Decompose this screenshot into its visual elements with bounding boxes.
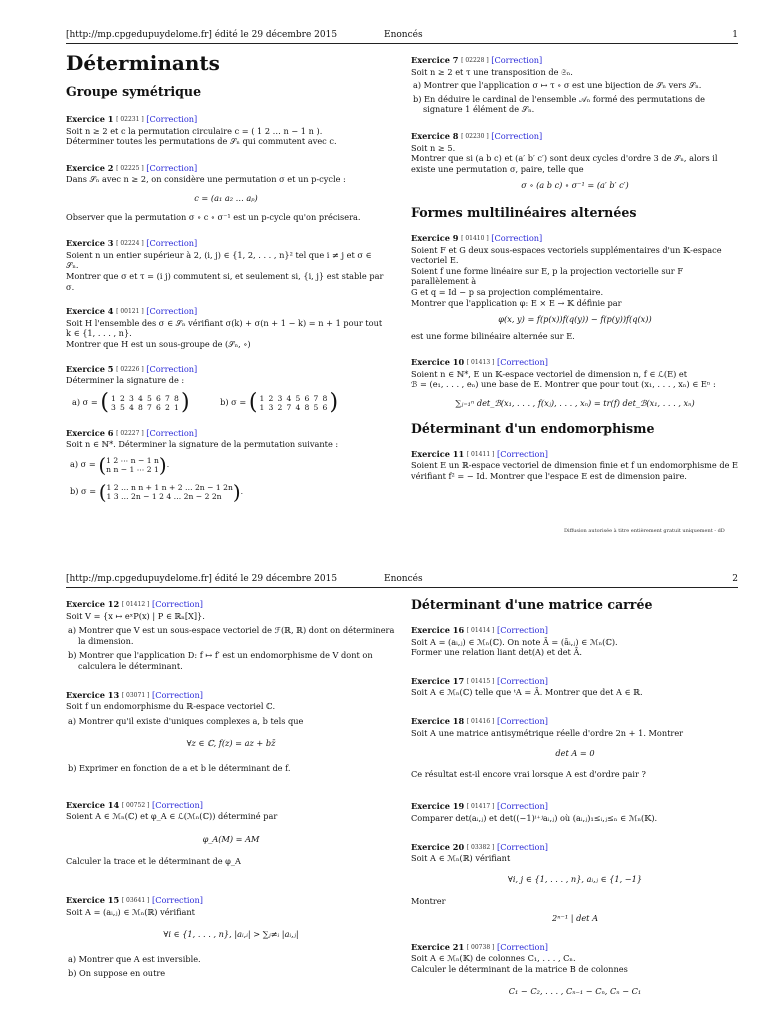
correction-link[interactable]: [Correction] bbox=[152, 689, 203, 700]
exercise-text: Soit V = {x ↦ eˣP(x) | P ∈ ℝₙ[X]}. bbox=[66, 610, 205, 621]
exercise-heading: Exercice 10 bbox=[411, 357, 465, 368]
exercise-text: Déterminer toutes les permutations de 𝒮ₙ qui commutent avec c. bbox=[66, 136, 337, 147]
left-paren-icon: ( bbox=[98, 452, 107, 477]
matrix-entry: 3 bbox=[129, 393, 134, 403]
right-paren-icon: ) bbox=[158, 452, 167, 477]
correction-link[interactable]: [Correction] bbox=[146, 306, 198, 317]
correction-link[interactable]: [Correction] bbox=[491, 55, 543, 65]
exercise-text: Soit n ∈ ℕ*. Déterminer la signature de la permutation suivante : bbox=[66, 439, 339, 450]
correction-link[interactable]: [Correction] bbox=[152, 799, 203, 810]
matrix-row: 1 2 … n n + 1 n + 2 … 2n − 1 2n bbox=[106, 482, 233, 492]
exercise-code: [ 01410 ] bbox=[461, 234, 489, 242]
exercise-text: est une forme bilinéaire alternée sur E. bbox=[411, 330, 575, 341]
exercise-6 bbox=[66, 428, 386, 505]
equation: ∀i, j ∈ {1, . . . , n}, aᵢ,ⱼ ∈ {1, −1} bbox=[507, 873, 643, 884]
exercise-code: [ 00738 ] bbox=[466, 943, 495, 951]
equation: det A = 0 bbox=[555, 748, 595, 759]
page-footer: Diffusion autorisée à titre entièrement gratuit uniquement - dD bbox=[564, 528, 725, 534]
left-paren-icon: ( bbox=[248, 389, 258, 415]
header-source: [http://mp.cpgedupuydelome.fr] édité le 29 décembre 2015 bbox=[66, 574, 338, 584]
exercise-5 bbox=[66, 364, 386, 416]
exercise-text: Montrer que l'application φ: E × E → 𝕂 définie par bbox=[411, 297, 622, 308]
exercise-heading: Exercice 5 bbox=[66, 363, 114, 374]
exercise-heading: Exercice 17 bbox=[411, 675, 465, 686]
exercise-heading: Exercice 16 bbox=[411, 625, 465, 635]
exercise-item-a: a) Montrer qu'il existe d'uniques complexes a, b tels que bbox=[68, 715, 304, 726]
exercise-text: Soit f un endomorphisme du ℝ-espace vectoriel ℂ. bbox=[66, 701, 276, 712]
exercise-heading: Exercice 15 bbox=[66, 894, 120, 905]
exercise-code: [ 02225 ] bbox=[116, 164, 144, 172]
correction-link[interactable]: [Correction] bbox=[146, 162, 198, 173]
exercise-heading: Exercice 11 bbox=[411, 448, 465, 459]
matrix-row bbox=[257, 403, 329, 412]
exercise-heading: Exercice 20 bbox=[411, 841, 465, 852]
item-label: b) σ = bbox=[220, 396, 247, 407]
exercise-code: [ 02226 ] bbox=[116, 365, 144, 373]
exercise-text: vérifiant f² = − Id. Montrer que l'espace E est de dimension paire. bbox=[411, 470, 687, 481]
page-number: 1 bbox=[732, 30, 738, 40]
exercise-3 bbox=[66, 238, 386, 292]
header-section: Enoncés bbox=[384, 30, 423, 40]
matrix-entry: 6 bbox=[304, 393, 310, 403]
exercise-9 bbox=[411, 233, 739, 341]
exercise-text: Soit n ≥ 2 et τ une transposition de 𝔖ₙ. bbox=[411, 66, 573, 77]
exercise-heading: Exercice 2 bbox=[66, 162, 114, 173]
page1-left-column bbox=[66, 52, 386, 505]
exercise-text: vectoriel E. bbox=[411, 255, 459, 266]
page2-right-column bbox=[411, 597, 739, 997]
page2-left-column bbox=[66, 599, 396, 980]
exercise-text: Soient n ∈ ℕ*, E un 𝕂-espace vectoriel de dimension n, f ∈ ℒ(E) et bbox=[411, 368, 688, 379]
matrix-entry: 2 bbox=[277, 402, 283, 412]
matrix-entry: 6 bbox=[156, 393, 161, 403]
matrix-row: n n − 1 ⋯ 2 1 bbox=[106, 464, 159, 474]
exercise-code: [ 01414 ] bbox=[466, 627, 495, 634]
matrix-entry: 8 bbox=[304, 402, 310, 412]
exercise-text: Montrer que si (a b c) et (a′ b′ c′) sont deux cycles d'ordre 3 de 𝒮ₙ, alors il bbox=[411, 153, 718, 164]
exercise-code: [ 00121 ] bbox=[116, 308, 144, 316]
exercise-13 bbox=[66, 690, 396, 774]
correction-link[interactable]: [Correction] bbox=[497, 941, 548, 952]
equation: φ_A(M) = AM bbox=[202, 833, 260, 844]
exercise-text: Former une relation liant det(A) et det Ā. bbox=[411, 647, 582, 658]
exercise-code: [ 00752 ] bbox=[121, 801, 150, 809]
exercise-heading: Exercice 21 bbox=[411, 941, 465, 952]
section-groupe-symetrique: Groupe symétrique bbox=[66, 84, 202, 99]
exercise-text: Soit A ∈ ℳₙ(ℝ) vérifiant bbox=[411, 853, 511, 864]
exercise-code: [ 02228 ] bbox=[461, 57, 489, 64]
right-paren-icon: ) bbox=[180, 389, 190, 415]
permutation-b: ( 1 2 … n n + 1 n + 2 … 2n − 1 2n 1 3 … 2n − 1 2 4 … 2n − 2 2n ). bbox=[98, 479, 244, 504]
exercise-heading: Exercice 13 bbox=[66, 689, 120, 700]
matrix-entry: 8 bbox=[174, 393, 179, 403]
exercise-text: Soient f une forme linéaire sur E, p la projection vectorielle sur F parallèlement à bbox=[411, 265, 683, 287]
exercise-20 bbox=[411, 842, 739, 924]
exercise-item-b: b) On suppose en outre bbox=[68, 968, 166, 979]
matrix-entry: 7 bbox=[165, 393, 170, 403]
exercise-text: Soient A ∈ ℳₙ(ℂ) et φ_A ∈ ℒ(ℳₙ(ℂ)) déterminé par bbox=[66, 811, 278, 822]
correction-link[interactable]: [Correction] bbox=[497, 715, 548, 726]
exercise-heading: Exercice 1 bbox=[66, 114, 114, 124]
matrix-entry: 7 bbox=[313, 393, 319, 403]
exercise-text: Déterminer la signature de : bbox=[66, 375, 185, 386]
matrix-entry: 6 bbox=[322, 402, 328, 412]
page1-right-column bbox=[411, 55, 739, 481]
item-label: a) σ = bbox=[72, 396, 98, 407]
header-section: Enoncés bbox=[384, 574, 423, 584]
exercise-text: existe une permutation σ, paire, telle que bbox=[411, 163, 584, 174]
exercise-code: [ 02227 ] bbox=[116, 429, 144, 437]
exercise-16 bbox=[411, 625, 739, 658]
permutation-matrix-a bbox=[100, 389, 190, 415]
correction-link[interactable]: [Correction] bbox=[491, 232, 543, 243]
correction-link[interactable]: [Correction] bbox=[497, 841, 548, 852]
matrix-entry: 4 bbox=[138, 393, 143, 403]
exercise-15 bbox=[66, 895, 396, 979]
exercise-item-b: b) Exprimer en fonction de a et b le déterminant de f. bbox=[68, 762, 291, 773]
header-source: [http://mp.cpgedupuydelome.fr] édité le 29 décembre 2015 bbox=[66, 30, 338, 40]
matrix-entry: 5 bbox=[120, 402, 125, 412]
matrix-entry: 6 bbox=[156, 402, 161, 412]
exercise-text: Soient F et G deux sous-espaces vectoriels supplémentaires d'un 𝕂-espace bbox=[411, 244, 722, 255]
matrix-entry: 4 bbox=[295, 402, 301, 412]
correction-link[interactable]: [Correction] bbox=[146, 363, 198, 374]
document-title: Déterminants bbox=[66, 51, 220, 75]
exercise-code: [ 02231 ] bbox=[116, 116, 144, 123]
matrix-entry: 4 bbox=[286, 393, 292, 403]
matrix-row bbox=[257, 394, 329, 403]
correction-link[interactable]: [Correction] bbox=[497, 357, 548, 368]
exercise-14 bbox=[66, 800, 396, 867]
correction-link[interactable]: [Correction] bbox=[497, 448, 548, 459]
equation: ∀i ∈ {1, . . . , n}, |aᵢ,ᵢ| > ∑ⱼ≠ᵢ |aᵢ,ⱼ| bbox=[163, 929, 299, 940]
exercise-text: Comparer det(aᵢ,ⱼ) et det((−1)ⁱ⁺ʲaᵢ,ⱼ) où (aᵢ,ⱼ)₁≤ᵢ,ⱼ≤ₙ ∈ ℳₙ(𝕂). bbox=[411, 812, 658, 823]
right-paren-icon: ) bbox=[329, 389, 339, 415]
matrix-entry: 1 bbox=[259, 393, 265, 403]
exercise-code: [ 01411 ] bbox=[466, 450, 495, 458]
matrix-entry: 1 bbox=[259, 402, 265, 412]
matrix-entry: 3 bbox=[111, 402, 116, 412]
exercise-text: Soient n un entier supérieur à 2, (i, j) ∈ {1, 2, . . . , n}² tel que i ≠ j et σ ∈ 𝒮ₙ. bbox=[66, 249, 372, 271]
section-determinant-matrice: Déterminant d'une matrice carrée bbox=[411, 597, 653, 612]
exercise-code: [ 02230 ] bbox=[461, 132, 489, 140]
exercise-text: Soit A une matrice antisymétrique réelle d'ordre 2n + 1. Montrer bbox=[411, 727, 684, 738]
item-label: b) σ = bbox=[70, 485, 97, 496]
exercise-text: k ∈ {1, . . . , n}. bbox=[66, 328, 132, 339]
exercise-text: Dans 𝒮ₙ avec n ≥ 2, on considère une permutation σ et un p-cycle : bbox=[66, 174, 346, 185]
header-rule bbox=[66, 587, 738, 588]
exercise-2 bbox=[66, 163, 386, 222]
exercise-text: Montrer bbox=[411, 896, 446, 907]
matrix-entry: 4 bbox=[129, 402, 134, 412]
exercise-heading: Exercice 4 bbox=[66, 306, 114, 317]
exercise-code: [ 01417 ] bbox=[466, 803, 495, 811]
page-2 bbox=[0, 541, 768, 1024]
exercise-heading: Exercice 6 bbox=[66, 427, 114, 438]
header-rule bbox=[66, 43, 738, 44]
correction-link[interactable]: [Correction] bbox=[497, 675, 548, 686]
exercise-code: [ 03071 ] bbox=[121, 691, 150, 699]
matrix-entry: 2 bbox=[268, 393, 274, 403]
exercise-18 bbox=[411, 716, 739, 779]
exercise-4 bbox=[66, 306, 386, 349]
matrix-entry: 8 bbox=[322, 393, 328, 403]
matrix-entry: 8 bbox=[138, 402, 143, 412]
exercise-code: [ 01415 ] bbox=[466, 677, 495, 685]
exercise-code: [ 03382 ] bbox=[466, 843, 495, 851]
permutation-matrix-b bbox=[248, 389, 339, 415]
exercise-text: Observer que la permutation σ ∘ c ∘ σ⁻¹ est un p-cycle qu'on précisera. bbox=[66, 211, 361, 222]
exercise-text: Calculer le déterminant de la matrice B de colonnes bbox=[411, 963, 628, 974]
exercise-text: Soit A = (aᵢ,ⱼ) ∈ ℳₙ(ℂ). On note Ā = (āᵢ,ⱼ) ∈ ℳₙ(ℂ). bbox=[411, 636, 618, 647]
exercise-text: Soit A ∈ ℳₙ(𝕂) de colonnes C₁, . . . , Cₙ. bbox=[411, 953, 576, 964]
matrix-entry: 3 bbox=[268, 402, 274, 412]
equation: φ(x, y) = f(p(x))f(q(y)) − f(p(y))f(q(x)) bbox=[498, 314, 652, 325]
matrix-entry: 2 bbox=[120, 393, 125, 403]
exercise-text: Soit A = (aᵢ,ⱼ) ∈ ℳₙ(ℝ) vérifiant bbox=[66, 906, 195, 917]
matrix-entry: 5 bbox=[295, 393, 301, 403]
left-paren-icon: ( bbox=[100, 389, 109, 415]
matrix-entry: 7 bbox=[286, 402, 292, 412]
equation: ∀z ∈ ℂ, f(z) = az + bz̄ bbox=[186, 738, 276, 749]
exercise-10 bbox=[411, 357, 739, 408]
exercise-21 bbox=[411, 942, 739, 997]
exercise-text: Ce résultat est-il encore vrai lorsque A est d'ordre pair ? bbox=[411, 768, 646, 779]
exercise-code: [ 01412 ] bbox=[121, 601, 150, 608]
matrix-row: 1 2 ⋯ n − 1 n bbox=[106, 455, 159, 465]
correction-link[interactable]: [Correction] bbox=[146, 427, 198, 438]
exercise-item-a: a) Montrer que l'application σ ↦ τ ∘ σ est une bijection de 𝒮ₙ vers 𝒮ₙ. bbox=[413, 80, 702, 91]
equation: ∑ⱼ₌₁ⁿ det_ℬ(x₁, . . . , f(xⱼ), . . . , xₙ) = tr(f) det_ℬ(x₁, . . . , xₙ) bbox=[455, 398, 695, 409]
exercise-text: Soit n ≥ 2 et c la permutation circulaire c = ( 1 2 … n − 1 n ). bbox=[66, 125, 323, 136]
exercise-text: Soient E un ℝ-espace vectoriel de dimension finie et f un endomorphisme de E bbox=[411, 460, 739, 471]
correction-link[interactable]: [Correction] bbox=[497, 801, 548, 812]
correction-link[interactable]: [Correction] bbox=[146, 114, 198, 124]
matrix-entry: 5 bbox=[313, 402, 319, 412]
section-determinant-endomorphisme: Déterminant d'un endomorphisme bbox=[411, 420, 655, 436]
matrix-entry: 1 bbox=[111, 393, 116, 403]
right-paren-icon: ) bbox=[232, 479, 241, 504]
exercise-19 bbox=[411, 801, 739, 823]
exercise-heading: Exercice 12 bbox=[66, 599, 120, 609]
exercise-text: G et q = Id − p sa projection complémentaire. bbox=[411, 286, 604, 297]
exercise-text: Soit n ≥ 5. bbox=[411, 142, 456, 153]
exercise-7 bbox=[411, 55, 739, 115]
exercise-text: ℬ = (e₁, . . . , eₙ) une base de E. Montrer que pour tout (x₁, . . . , xₙ) ∈ Eⁿ : bbox=[411, 379, 716, 390]
item-label: a) σ = bbox=[70, 458, 96, 469]
correction-link[interactable]: [Correction] bbox=[146, 238, 198, 249]
exercise-item-a: a) Montrer que V est un sous-espace vectoriel de ℱ(ℝ, ℝ) dont on déterminera la dimension. bbox=[68, 625, 395, 646]
equation: 2ⁿ⁻¹ | det A bbox=[552, 912, 598, 923]
equation: c = (a₁ a₂ … aₚ) bbox=[194, 192, 258, 203]
exercise-heading: Exercice 8 bbox=[411, 130, 459, 141]
exercise-item-a: a) Montrer que A est inversible. bbox=[68, 953, 201, 964]
exercise-17 bbox=[411, 676, 739, 698]
matrix-row bbox=[109, 394, 181, 403]
exercise-text: Soit H l'ensemble des σ ∈ 𝒮ₙ vérifiant σ(k) + σ(n + 1 − k) = n + 1 pour tout bbox=[66, 317, 383, 328]
correction-link[interactable]: [Correction] bbox=[491, 130, 543, 141]
exercise-code: [ 01416 ] bbox=[466, 717, 495, 725]
exercise-11 bbox=[411, 449, 739, 482]
exercise-heading: Exercice 3 bbox=[66, 238, 114, 249]
matrix-entry: 2 bbox=[165, 402, 170, 412]
equation: C₁ − C₂, . . . , Cₙ₋₁ − Cₙ, Cₙ − C₁ bbox=[508, 986, 642, 997]
permutation-a: ( 1 2 ⋯ n − 1 n n n − 1 ⋯ 2 1 ). bbox=[98, 452, 170, 477]
matrix-row bbox=[109, 403, 181, 412]
exercise-8 bbox=[411, 131, 739, 191]
exercise-text: Montrer que σ et τ = (i j) commutent si, et seulement si, {i, j} est stable par σ. bbox=[66, 270, 384, 292]
equation: σ ∘ (a b c) ∘ σ⁻¹ = (a′ b′ c′) bbox=[521, 180, 629, 191]
exercise-item-b: b) En déduire le cardinal de l'ensemble 𝒜ₙ formé des permutations de signature 1 élément de 𝒮ₙ. bbox=[413, 93, 706, 115]
exercise-heading: Exercice 18 bbox=[411, 715, 465, 726]
exercise-text: Montrer que H est un sous-groupe de (𝒮ₙ, ∘) bbox=[66, 338, 251, 349]
exercise-text: Calculer la trace et le déterminant de φ_A bbox=[66, 856, 241, 867]
exercise-code: [ 02224 ] bbox=[116, 240, 144, 248]
exercise-heading: Exercice 9 bbox=[411, 232, 459, 243]
matrix-entry: 1 bbox=[174, 402, 179, 412]
matrix-row: 1 3 … 2n − 1 2 4 … 2n − 2 2n bbox=[106, 491, 222, 501]
section-formes-multilineaires: Formes multilinéaires alternées bbox=[411, 204, 637, 220]
exercise-code: [ 01413 ] bbox=[466, 359, 495, 367]
exercise-item-b: b) Montrer que l'application D: f ↦ f′ est un endomorphisme de V dont on calculera le déterminant. bbox=[68, 650, 373, 671]
exercise-heading: Exercice 7 bbox=[411, 55, 459, 65]
correction-link[interactable]: [Correction] bbox=[497, 625, 548, 635]
exercise-heading: Exercice 19 bbox=[411, 801, 465, 812]
exercise-heading: Exercice 14 bbox=[66, 799, 120, 810]
exercise-text: Soit A ∈ ℳₙ(ℂ) telle que ᵗA = Ā. Montrer que det A ∈ ℝ. bbox=[411, 687, 643, 698]
exercise-code: [ 03641 ] bbox=[121, 896, 150, 904]
correction-link[interactable]: [Correction] bbox=[152, 894, 203, 905]
matrix-entry: 5 bbox=[147, 393, 152, 403]
page-number: 2 bbox=[732, 574, 738, 584]
correction-link[interactable]: [Correction] bbox=[152, 599, 203, 609]
exercise-1 bbox=[66, 114, 386, 147]
left-paren-icon: ( bbox=[98, 479, 107, 504]
matrix-entry: 3 bbox=[277, 393, 283, 403]
matrix-entry: 7 bbox=[147, 402, 152, 412]
exercise-12 bbox=[66, 599, 396, 672]
